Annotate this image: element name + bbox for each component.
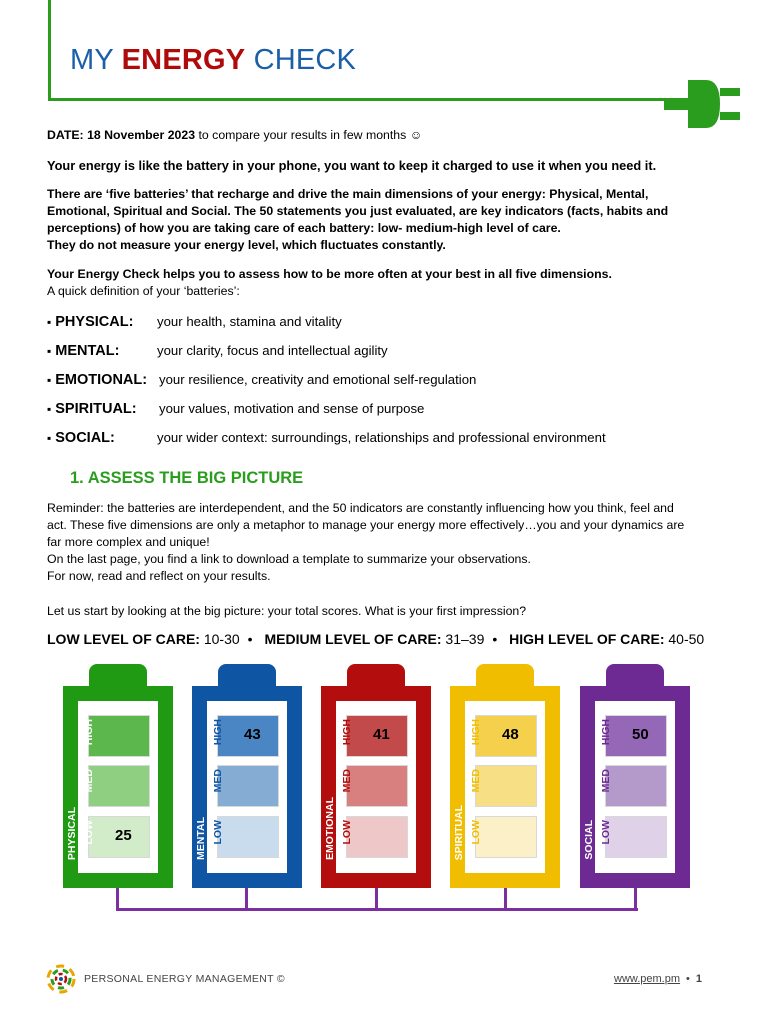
battery-name: MENTAL xyxy=(195,817,207,860)
reminder-line1: Reminder: the batteries are interdependent, and the 50 indicators are constantly influencing how you think, feel and xyxy=(47,501,674,515)
header-frame-bottom xyxy=(48,98,676,101)
battery-cell-low xyxy=(605,816,667,858)
intro-p3-line2: A quick definition of your ‘batteries’: xyxy=(47,284,240,298)
battery-cap-mental xyxy=(218,664,276,688)
level-label-med: MED xyxy=(212,769,224,793)
definition-mental: ▪ MENTAL: your clarity, focus and intellectual agility xyxy=(47,343,747,359)
intro-p2-line3: perceptions) of how you are taking care of each battery: low- medium-high level of care. xyxy=(47,221,561,235)
battery-cell-low xyxy=(217,816,279,858)
battery-score: 25 xyxy=(115,827,132,844)
battery-cell-med xyxy=(605,765,667,807)
page-number: 1 xyxy=(695,973,703,985)
battery-cell-low xyxy=(346,816,408,858)
battery-cell-high xyxy=(217,715,279,757)
battery-cell-med xyxy=(88,765,150,807)
battery-cell-low xyxy=(475,816,537,858)
reminder-line2: act. These five dimensions are only a metaphor to manage your energy more effectively…you and your dynamics are xyxy=(47,518,685,532)
intro-battery-line: Your energy is like the battery in your phone, you want to keep it charged to use it when you need it. xyxy=(47,158,657,173)
level-label-med: MED xyxy=(341,769,353,793)
plug-icon xyxy=(660,74,740,132)
reminder-line5: For now, read and reflect on your results. xyxy=(47,569,271,583)
battery-inner xyxy=(207,701,287,873)
intro-p2-line4: They do not measure your energy level, which fluctuates constantly. xyxy=(47,238,446,252)
wire-drop-emotional xyxy=(375,888,378,910)
footer-right: www.pem.pm • 1 xyxy=(614,973,703,985)
battery-physical xyxy=(63,686,173,888)
definition-emotional: ▪ EMOTIONAL: your resilience, creativity and emotional self-regulation xyxy=(47,372,747,388)
wire-drop-spiritual xyxy=(504,888,507,910)
definition-spiritual: ▪ SPIRITUAL: your values, motivation and sense of purpose xyxy=(47,401,747,417)
battery-cell-high xyxy=(605,715,667,757)
level-label-med: MED xyxy=(600,769,612,793)
battery-inner xyxy=(78,701,158,873)
battery-cell-med xyxy=(475,765,537,807)
level-label-med: MED xyxy=(470,769,482,793)
battery-score: 50 xyxy=(632,726,649,743)
battery-name: SOCIAL xyxy=(583,820,595,860)
battery-cell-low xyxy=(88,816,150,858)
wire-drop-social xyxy=(634,888,637,910)
definition-social: ▪ SOCIAL: your wider context: surroundings, relationships and professional environment xyxy=(47,430,747,446)
level-label-med: MED xyxy=(83,769,95,793)
battery-social xyxy=(580,686,690,888)
battery-name: EMOTIONAL xyxy=(324,797,336,860)
page-title: MY ENERGY CHECK xyxy=(70,44,357,76)
battery-name: PHYSICAL xyxy=(66,806,78,860)
battery-cell-high xyxy=(346,715,408,757)
level-label-high: HIGH xyxy=(83,719,95,746)
battery-spiritual xyxy=(450,686,560,888)
battery-score: 43 xyxy=(244,726,261,743)
level-label-low: LOW xyxy=(212,820,224,845)
battery-inner xyxy=(595,701,675,873)
level-label-high: HIGH xyxy=(341,719,353,746)
definition-physical: ▪ PHYSICAL: your health, stamina and vitality xyxy=(47,314,747,330)
battery-mental xyxy=(192,686,302,888)
wire-drop-mental xyxy=(245,888,248,910)
battery-cell-med xyxy=(217,765,279,807)
level-label-high: HIGH xyxy=(212,719,224,746)
level-label-low: LOW xyxy=(83,820,95,845)
big-picture-line: Let us start by looking at the big picture: your total scores. What is your first impression? xyxy=(47,604,527,618)
battery-score: 41 xyxy=(373,726,390,743)
battery-cell-high xyxy=(475,715,537,757)
battery-cap-spiritual xyxy=(476,664,534,688)
battery-inner xyxy=(336,701,416,873)
battery-cell-med xyxy=(346,765,408,807)
intro-p3-line1: Your Energy Check helps you to assess how to be more often at your best in all five dimensions. xyxy=(47,267,612,281)
header-frame-left xyxy=(48,0,51,100)
battery-cap-social xyxy=(606,664,664,688)
level-label-low: LOW xyxy=(341,820,353,845)
level-label-low: LOW xyxy=(470,820,482,845)
date-line: DATE: 18 November 2023 to compare your results in few months ☺ xyxy=(47,128,423,142)
section-heading: 1. ASSESS THE BIG PICTURE xyxy=(70,469,304,487)
battery-inner xyxy=(465,701,545,873)
wire-drop-physical xyxy=(116,888,119,910)
pem-logo-icon xyxy=(44,962,78,996)
intro-p2-line2: Emotional, Spiritual and Social. The 50 statements you just evaluated, are key indicators (facts, habits and xyxy=(47,204,669,218)
battery-score: 48 xyxy=(502,726,519,743)
footer-brand: PERSONAL ENERGY MANAGEMENT © xyxy=(84,973,285,985)
level-label-low: LOW xyxy=(600,820,612,845)
battery-cell-high xyxy=(88,715,150,757)
battery-cap-physical xyxy=(89,664,147,688)
level-label-high: HIGH xyxy=(600,719,612,746)
level-label-high: HIGH xyxy=(470,719,482,746)
reminder-line4: On the last page, you find a link to download a template to summarize your observations. xyxy=(47,552,531,566)
battery-name: SPIRITUAL xyxy=(453,804,465,860)
reminder-line3: far more complex and unique! xyxy=(47,535,210,549)
battery-emotional xyxy=(321,686,431,888)
footer-url-link[interactable]: www.pem.pm xyxy=(614,973,681,985)
care-levels-legend: LOW LEVEL OF CARE: 10-30 • MEDIUM LEVEL OF CARE: 31–39 • HIGH LEVEL OF CARE: 40-50 xyxy=(47,631,705,647)
intro-p2-line1: There are ‘five batteries’ that recharge and drive the main dimensions of your energy: Physical, Mental, xyxy=(47,187,649,201)
battery-cap-emotional xyxy=(347,664,405,688)
